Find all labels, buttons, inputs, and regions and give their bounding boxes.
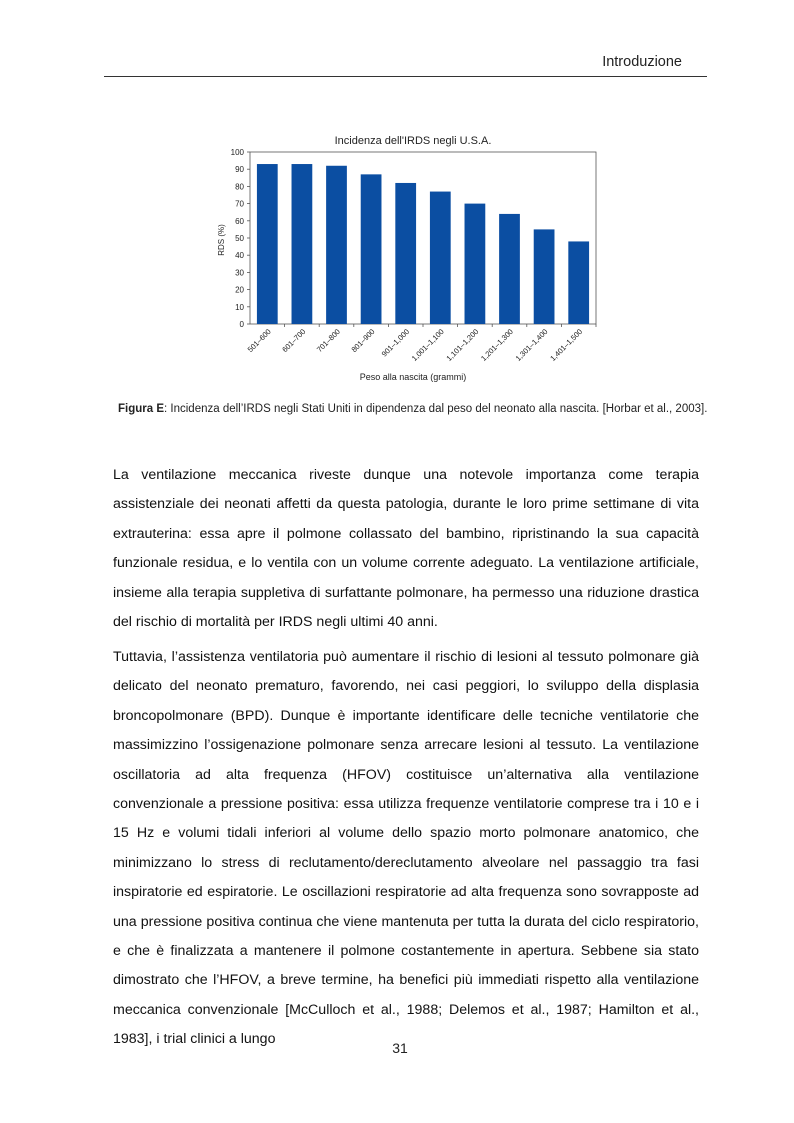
- bar: [465, 204, 486, 324]
- y-axis: [231, 148, 250, 329]
- y-tick-label: 0: [239, 320, 244, 329]
- figure-chart: [200, 124, 620, 394]
- bar: [257, 164, 278, 324]
- bar-chart: [200, 124, 620, 394]
- y-tick-label: 70: [235, 199, 244, 209]
- x-tick-label: 1,001–1,100: [409, 327, 446, 363]
- bars: [257, 164, 589, 324]
- x-tick-label: 801–900: [349, 327, 377, 355]
- x-tick-label: 1,401–1,500: [548, 327, 585, 363]
- y-tick-label: 40: [235, 251, 244, 261]
- x-tick-label: 901–1,000: [379, 327, 412, 359]
- x-tick-label: 601–700: [280, 327, 308, 355]
- bar: [430, 192, 451, 324]
- body-paragraph-1: La ventilazione meccanica riveste dunque una notevole importanza come terapia assistenziale dei neonati affetti da questa patologia, durante le loro prime settimane di vita extrauterina: essa apre il polmone collassato del bambino, ripristinando la sua capacità funzionale residua, e lo ventila con un volume corrente adeguato. La ventilazione artificiale, insieme alla terapia suppletiva di surfattante polmonare, ha permesso una riduzione drastica del rischio di mortalità per IRDS negli ultimi 40 anni.: [113, 467, 699, 631]
- page-number: 31: [392, 1040, 408, 1056]
- x-axis: [246, 324, 596, 363]
- y-tick-label: 100: [230, 148, 244, 157]
- chart-title: Incidenza dell'IRDS negli U.S.A.: [334, 135, 492, 147]
- y-tick-label: 30: [235, 268, 244, 278]
- y-tick-label: 50: [235, 234, 244, 243]
- x-tick-label: 1,201–1,300: [479, 327, 515, 363]
- y-tick-label: 20: [235, 285, 244, 295]
- bar: [499, 214, 520, 324]
- figure-caption-label: Figura E: [118, 403, 165, 415]
- bar: [395, 183, 416, 324]
- figure-caption-text: : Incidenza dell’IRDS negli Stati Uniti in dipendenza dal peso del neonato alla nascita. [Horbar et al., 2003].: [164, 403, 708, 415]
- x-tick-label: 1,301–1,400: [513, 327, 550, 363]
- figure-caption: [118, 401, 708, 417]
- y-axis-label: RDS (%): [217, 224, 226, 256]
- bar: [326, 166, 347, 324]
- y-tick-label: 60: [235, 216, 244, 226]
- running-header: Introduzione: [602, 54, 682, 70]
- y-tick-label: 90: [235, 165, 244, 175]
- x-tick-label: 701–800: [314, 327, 342, 355]
- bar: [361, 174, 382, 324]
- y-tick-label: 10: [235, 302, 244, 312]
- x-axis-label: Peso alla nascita (grammi): [359, 372, 467, 382]
- y-tick-label: 80: [235, 182, 244, 192]
- bar: [534, 229, 555, 324]
- x-tick-label: 1,101–1,200: [444, 327, 481, 363]
- header-rule: [104, 76, 707, 77]
- bar: [292, 164, 313, 324]
- body-paragraph-2: Tuttavia, l’assistenza ventilatoria può aumentare il rischio di lesioni al tessuto polmonare già delicato del neonato prematuro, favorendo, nei casi peggiori, lo sviluppo della displasia broncopolmonare (BPD). Dunque è importante identificare delle tecniche ventilatorie che massimizzino l’ossigenazione polmonare senza arrecare lesioni al tessuto. La ventilazione oscillatoria ad alta frequenza (HFOV) costituisce un’alternativa alla ventilazione convenzionale a pressione positiva: essa utilizza frequenze ventilatorie comprese tra i 10 e i 15 Hz e volumi tidali inferiori al volume dello spazio morto polmonare anatomico, che minimizzano lo stress di reclutamento/dereclutamento alveolare nel passaggio tra fasi inspiratorie ed espiratorie. Le oscillazioni respiratorie ad alta frequenza sono sovrapposte ad una pressione positiva continua che viene mantenuta per tutta la durata del ciclo respiratorio, e che è finalizzata a mantenere il polmone costantemente in apertura. Sebbene sia stato dimostrato che l’HFOV, a breve termine, ha benefici più immediati rispetto alla ventilazione meccanica convenzionale [McCulloch et al., 1988; Delemos et al., 1987; Hamilton et al., 1983], i trial clinici a lungo: [113, 649, 699, 1048]
- bar: [568, 241, 589, 324]
- x-tick-label: 501–600: [245, 327, 273, 355]
